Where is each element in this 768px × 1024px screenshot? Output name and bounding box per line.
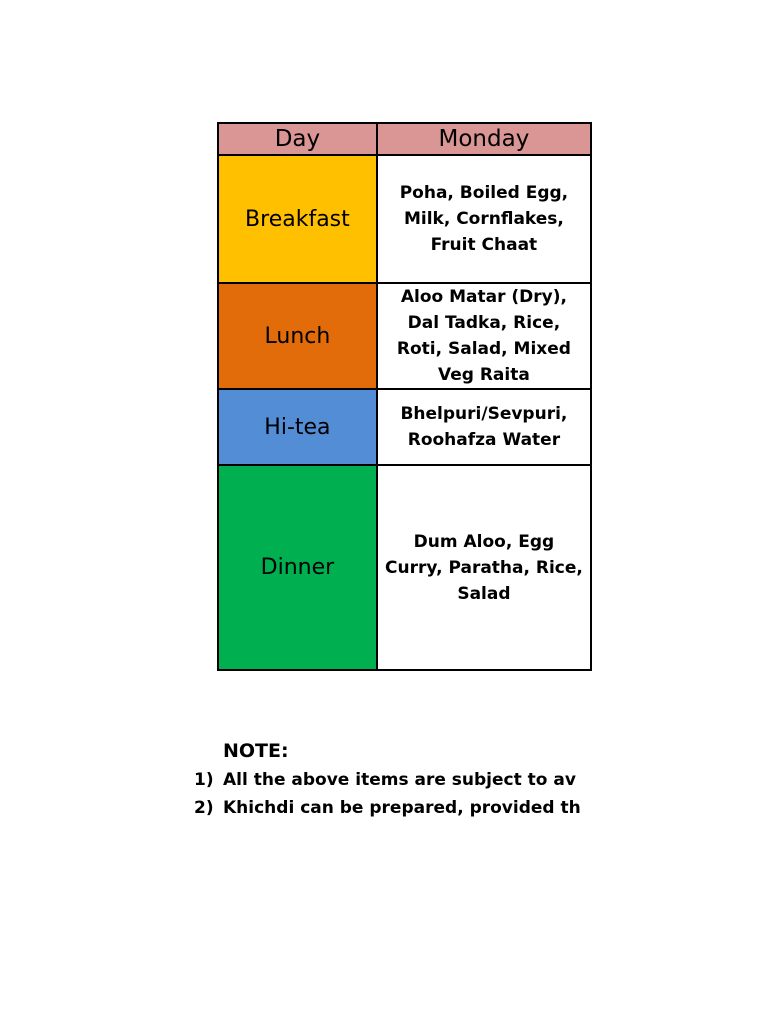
meal-item-line: Fruit Chaat (430, 235, 538, 255)
header-day: Day (218, 123, 377, 155)
notes-section (194, 736, 592, 822)
note-text: All the above items are subject to av (223, 770, 576, 790)
menu-table (217, 122, 592, 671)
note-item (194, 794, 592, 822)
meal-item-line: Roohafza Water (407, 430, 561, 450)
meal-items-dinner (377, 465, 591, 670)
meal-item-line: Bhelpuri/Sevpuri, (400, 404, 568, 424)
note-text: Khichdi can be prepared, provided th (223, 798, 581, 818)
meal-item-line: Curry, Paratha, Rice, (384, 557, 583, 578)
meal-items-breakfast (377, 155, 591, 283)
meal-label-breakfast: Breakfast (218, 155, 377, 283)
meal-item-line: Poha, Boiled Egg, (399, 183, 569, 203)
meal-label-dinner: Dinner (218, 465, 377, 670)
meal-item-line: Dum Aloo, Egg (413, 531, 555, 552)
meal-label-lunch: Lunch (218, 283, 377, 389)
meal-item-line: Dal Tadka, Rice, (407, 313, 561, 333)
table-row-breakfast (218, 155, 591, 283)
meal-items-hitea (377, 389, 591, 465)
meal-item-line: Roti, Salad, Mixed (396, 339, 571, 359)
meal-item-line: Veg Raita (438, 365, 530, 385)
header-monday: Monday (377, 123, 591, 155)
note-number: 1) (194, 770, 214, 790)
meal-label-hitea: Hi-tea (218, 389, 377, 465)
table-header-row (218, 123, 591, 155)
table-row-lunch (218, 283, 591, 389)
meal-item-line: Aloo Matar (Dry), (400, 287, 567, 307)
note-number: 2) (194, 798, 214, 818)
meal-items-lunch (377, 283, 591, 389)
table-row-hitea (218, 389, 591, 465)
meal-item-line: Milk, Cornflakes, (403, 209, 564, 229)
note-title: NOTE: (223, 740, 289, 762)
meal-item-line: Salad (457, 583, 511, 604)
table-row-dinner (218, 465, 591, 670)
note-item (194, 766, 592, 794)
